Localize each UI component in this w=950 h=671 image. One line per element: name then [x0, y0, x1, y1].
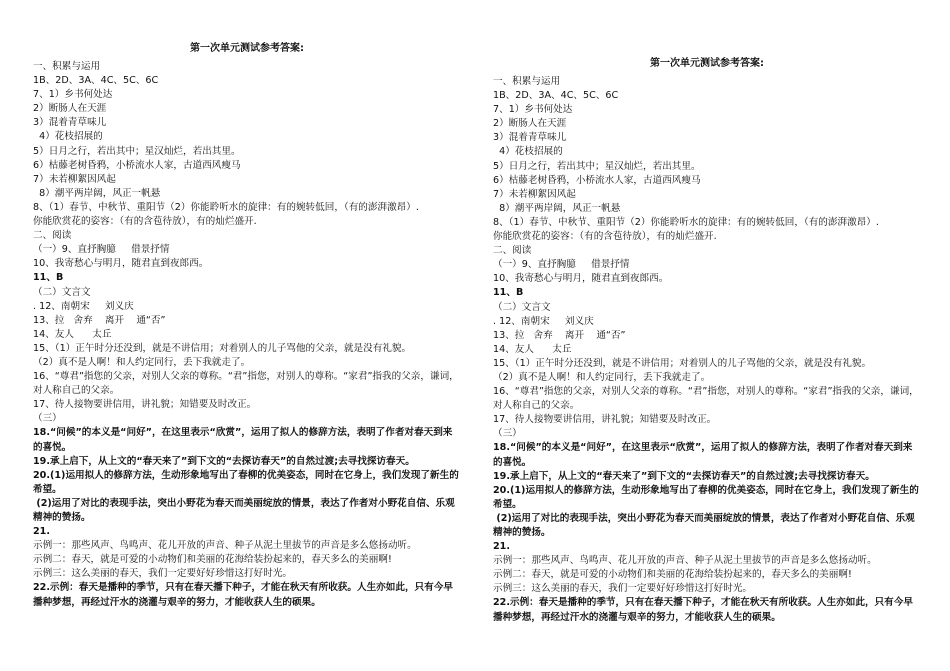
answer-line: 1B、2D、3A、4C、5C、6C — [33, 75, 159, 87]
answer-line: 21. — [493, 541, 510, 553]
answer-line: 示例二：春天，就是可爱的小动物们和美丽的花海给装扮起来的，春天多么的美丽啊! — [493, 569, 852, 581]
answer-line: 20.(1)运用拟人的修辞方法，生动形象地写出了春柳的优美姿态，同时在它身上，我们发现了新生的希望。 — [493, 484, 919, 510]
answer-line: 20.(1)运用拟人的修辞方法，生动形象地写出了春柳的优美姿态，同时在它身上，我们发现了新生的希望。 — [33, 469, 459, 495]
answer-body — [33, 60, 461, 610]
answer-line: 1B、2D、3A、4C、5C、6C — [493, 90, 619, 102]
answer-line: 3）混着青草味儿 — [493, 132, 567, 144]
answer-line: 一、积累与运用 — [33, 61, 101, 72]
answer-line: 16、“尊君”指您的父亲，对别人父亲的尊称。“君”指您，对别人的尊称。“家君”指我的父亲，谦词，对人称自己的父亲。 — [33, 371, 459, 397]
answer-line: 17、待人接物要讲信用，讲礼貌；知错要及时改正。 — [33, 399, 257, 411]
answer-line: 13、拉 舍弃 离开 通“否” — [493, 329, 626, 341]
answer-line: 22.示例：春天是播种的季节，只有在春天播下种子，才能在秋天有所收获。人生亦如此，只有今早播种梦想，再经过汗水的浇灌与艰辛的努力，才能收获人生的硕果。 — [493, 597, 913, 623]
answer-line: （一）9、直抒胸臆 借景抒情 — [493, 259, 630, 271]
answer-line: 7）未若柳絮因风起 — [33, 173, 116, 185]
answer-line: . 12、南朝宋 刘义庆 — [493, 315, 594, 327]
answer-line: 一、积累与运用 — [493, 76, 561, 87]
answer-line: 8）潮平两岸阔，风正一帆悬 — [493, 202, 621, 214]
answer-line: （三） — [33, 413, 62, 425]
answer-line: 18.“问候”的本义是“问好”，在这里表示“欣赏”，运用了拟人的修辞方法，表明了作者对春天到来的喜悦。 — [493, 442, 913, 468]
answer-line: 14、友人 太丘 — [493, 343, 572, 355]
answer-line: 11、B — [493, 287, 524, 299]
answer-line: 4）花枝招展的 — [33, 131, 103, 143]
answer-title: 第一次单元测试参考答案: — [190, 43, 304, 54]
answer-line: （三） — [493, 428, 522, 440]
answer-line: 你能欣赏花的姿容：（有的含苞待放），有的灿烂盛开. — [33, 216, 257, 228]
answer-title: 第一次单元测试参考答案: — [650, 58, 764, 69]
answer-line: （2）真不是人啊！和人约定同行，丢下我就走了。 — [493, 371, 711, 383]
answer-column-left — [33, 0, 461, 610]
answer-line: 15、（1）正午时分还没到，就是不讲信用；对着别人的儿子骂他的父亲，就是没有礼貌。 — [33, 342, 412, 354]
answer-line: 5）日月之行，若出其中；星汉灿烂，若出其里。 — [33, 145, 241, 157]
answer-line: （二）文言文 — [33, 286, 91, 298]
answer-line: 3）混着青草味儿 — [33, 117, 107, 129]
answer-line: 7）未若柳絮因风起 — [493, 188, 576, 200]
answer-line: 5）日月之行，若出其中；星汉灿烂，若出其里。 — [493, 160, 701, 172]
answer-line: 19.承上启下，从上文的“春天来了”到下文的“去探访春天”的自然过渡;去寻找探访春天。 — [493, 470, 875, 482]
answer-line: 22.示例：春天是播种的季节，只有在春天播下种子，才能在秋天有所收获。人生亦如此，只有今早播种梦想，再经过汗水的浇灌与艰辛的努力，才能收获人生的硕果。 — [33, 582, 453, 608]
answer-line: 示例一：那些风声、鸟鸣声、花儿开放的声音、种子从泥土里拔节的声音是多么悠扬动听。 — [33, 540, 417, 552]
answer-line: 18.“问候”的本义是“问好”，在这里表示“欣赏”，运用了拟人的修辞方法，表明了作者对春天到来的喜悦。 — [33, 427, 453, 453]
answer-line: . 12、南朝宋 刘义庆 — [33, 300, 134, 312]
answer-line: 8、（1）春节、中秋节、重阳节（2）你能聆听水的旋律：有的婉转低回，（有的澎湃激昂）. — [493, 216, 879, 228]
answer-line: (2)运用了对比的表现手法，突出小野花为春天而美丽绽放的情景，表达了作者对小野花自信、乐观精神的赞扬。 — [33, 497, 455, 523]
answer-column-right — [493, 0, 921, 625]
answer-line: 14、友人 太丘 — [33, 328, 112, 340]
answer-line: 4）花枝招展的 — [493, 146, 563, 158]
answer-line: 15、（1）正午时分还没到，就是不讲信用；对着别人的儿子骂他的父亲，就是没有礼貌。 — [493, 357, 872, 369]
answer-line: 10、我寄愁心与明月，随君直到夜郎西。 — [33, 258, 209, 270]
answer-line: 2）断肠人在天涯 — [33, 103, 107, 115]
answer-line: 10、我寄愁心与明月，随君直到夜郎西。 — [493, 273, 669, 285]
answer-line: （二）文言文 — [493, 301, 551, 313]
answer-line: 示例二：春天，就是可爱的小动物们和美丽的花海给装扮起来的，春天多么的美丽啊! — [33, 554, 392, 566]
answer-line: 8、（1）春节、中秋节、重阳节（2）你能聆听水的旋律：有的婉转低回，（有的澎湃激昂）. — [33, 201, 419, 213]
answer-line: 6）枯藤老树昏鸦，小桥流水人家，古道西风瘦马 — [493, 174, 701, 186]
answer-line: 8）潮平两岸阔，风正一帆悬 — [33, 187, 161, 199]
answer-line: 13、拉 舍弃 离开 通“否” — [33, 314, 166, 326]
answer-line: 示例三：这么美丽的春天，我们一定要好好珍惜这打好时光。 — [33, 568, 293, 580]
answer-line: 6）枯藤老树昏鸦，小桥流水人家，古道西风瘦马 — [33, 159, 241, 171]
answer-line: 16、“尊君”指您的父亲，对别人父亲的尊称。“君”指您，对别人的尊称。“家君”指我的父亲，谦词，对人称自己的父亲。 — [493, 386, 919, 412]
answer-line: (2)运用了对比的表现手法，突出小野花为春天而美丽绽放的情景，表达了作者对小野花自信、乐观精神的赞扬。 — [493, 512, 915, 538]
answer-line: （一）9、直抒胸臆 借景抒情 — [33, 244, 170, 256]
answer-line: 7、1）乡书何处达 — [493, 104, 573, 116]
answer-line: 示例一：那些风声、鸟鸣声、花儿开放的声音、种子从泥土里拔节的声音是多么悠扬动听。 — [493, 555, 877, 567]
answer-line: 二、阅读 — [493, 245, 532, 257]
answer-line: 19.承上启下，从上文的“春天来了”到下文的“去探访春天”的自然过渡;去寻找探访春天。 — [33, 455, 415, 467]
answer-line: （2）真不是人啊！和人约定同行，丢下我就走了。 — [33, 356, 251, 368]
answer-line: 二、阅读 — [33, 230, 72, 242]
answer-line: 7、1）乡书何处达 — [33, 89, 113, 101]
answer-line: 21. — [33, 526, 50, 538]
answer-line: 你能欣赏花的姿容：（有的含苞待放），有的灿烂盛开. — [493, 231, 717, 243]
answer-body — [493, 75, 921, 625]
answer-line: 示例三：这么美丽的春天，我们一定要好好珍惜这打好时光。 — [493, 583, 753, 595]
answer-line: 17、待人接物要讲信用，讲礼貌；知错要及时改正。 — [493, 414, 717, 426]
answer-line: 11、B — [33, 272, 64, 284]
answer-line: 2）断肠人在天涯 — [493, 118, 567, 130]
